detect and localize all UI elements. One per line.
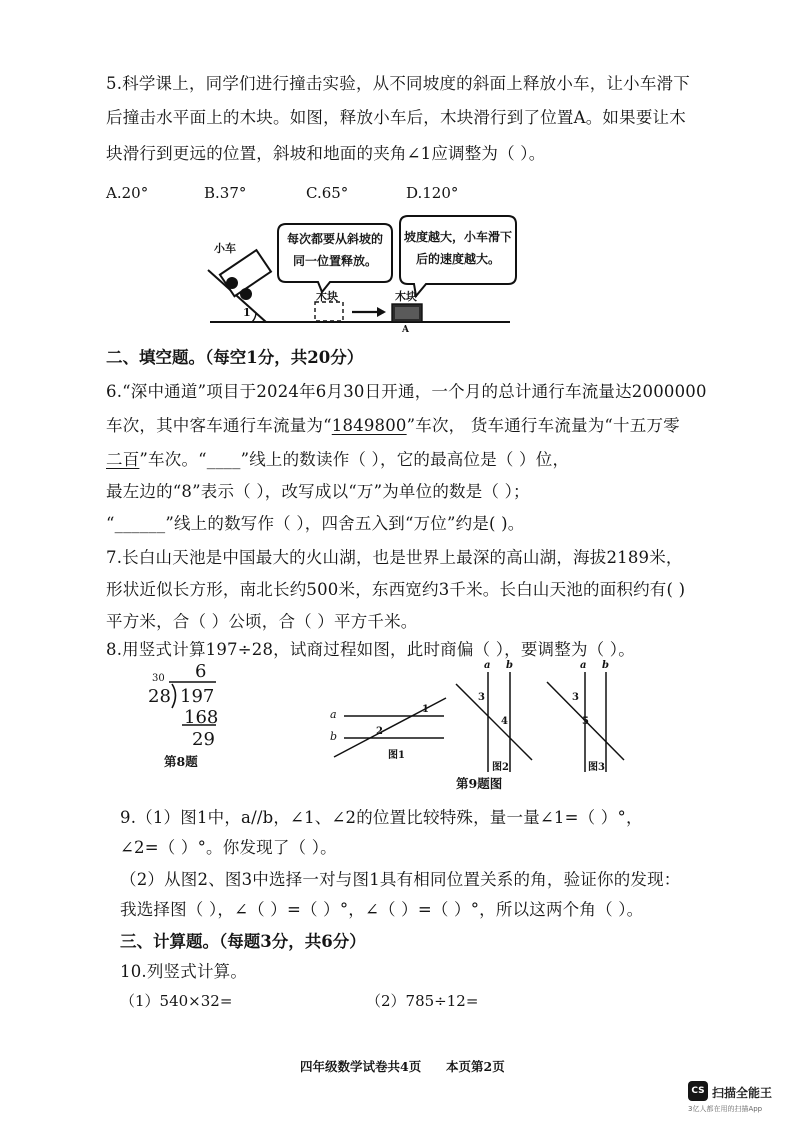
camscanner-logo-icon: CS [688, 1081, 708, 1101]
q6-line-5: “______”线上的数写作（ ），四舍五入到“万位”约是( )。 [106, 514, 525, 533]
q6-line-2-end: ”车次， 货车通行车流量为“十五万零 [406, 416, 680, 435]
q6-line-2-start: 车次，其中客车通行车流量为“ [106, 416, 332, 435]
block-label-end: 木块 [395, 290, 417, 303]
fig2-transversal [456, 684, 532, 760]
block-label-start: 木块 [316, 290, 338, 303]
division-quotient: 6 [195, 661, 207, 682]
q9-line-2: ∠2=（ ）°。你发现了（ ）。 [120, 838, 337, 857]
position-a-label: A [402, 325, 409, 335]
q9-line-4: 我选择图（ ），∠（ ）=（ ）°，∠（ ）=（ ）°，所以这两个角（ ）。 [120, 900, 644, 919]
q8-figure-caption: 第8题 [164, 754, 198, 769]
q9-line-1: 9.（1）图1中，a//b，∠1、∠2的位置比较特殊，量一量∠1=（ ）°， [120, 808, 643, 827]
q6-line-3-end: ”车次。“____”线上的数读作（ ），它的最高位是（ ）位， [139, 450, 570, 469]
q7-line-2: 形状近似长方形，南北长约500米，东西宽约3千米。长白山天池的面积约有( ) [106, 580, 686, 599]
division-product: 168 [184, 707, 219, 728]
fig1-angle-1: 1 [422, 704, 429, 715]
page-footer-current: 本页第2页 [446, 1059, 505, 1074]
fig2-angle-3: 3 [478, 692, 485, 703]
fig3-caption: 图3 [588, 762, 605, 773]
bubble-1-text: 每次都要从斜坡的同一位置释放。 [286, 232, 383, 268]
q5-option-d: D.120° [406, 184, 459, 202]
watermark-name: 扫描全能王 [712, 1086, 773, 1100]
q10-item-1: （1）540×32= [120, 992, 233, 1010]
q7-line-3: 平方米，合（ ）公顷，合（ ）平方千米。 [106, 612, 418, 631]
q9-figure-caption: 第9题图 [456, 776, 503, 791]
watermark-tagline: 3亿人都在用的扫描App [688, 1105, 763, 1113]
fig2-angle-4: 4 [501, 716, 508, 727]
section-2-heading: 二、填空题。（每空1分，共20分） [106, 348, 364, 367]
bubble-2-text: 坡度越大，小车滑下后的速度越大。 [404, 230, 513, 266]
q6-underlined-words: 二百 [106, 450, 140, 469]
division-dividend: 197 [180, 686, 215, 707]
fig3-label-b: b [602, 660, 609, 671]
fig3-label-a: a [580, 660, 587, 671]
q5-option-b: B.37° [204, 184, 247, 202]
q7-line-1: 7.长白山天池是中国最大的火山湖，也是世界上最深的高山湖，海拔2189米， [106, 548, 683, 567]
fig2-caption: 图2 [492, 762, 509, 773]
q5-option-c: C.65° [306, 184, 349, 202]
fig1-label-b: b [330, 730, 338, 743]
q8-line-1: 8.用竖式计算197÷28，试商过程如图，此时商偏（ ），要调整为（ ）。 [106, 640, 635, 659]
q5-line-2: 后撞击水平面上的木块。如图，释放小车后，木块滑行到了位置A。如果要让木 [106, 108, 686, 127]
q9-line-3: （2）从图2、图3中选择一对与图1具有相同位置关系的角，验证你的发现： [120, 870, 681, 889]
q10-title: 10.列竖式计算。 [120, 962, 248, 981]
q10-item-2: （2）785÷12= [366, 992, 479, 1010]
division-remainder: 29 [192, 729, 215, 750]
section-3-heading: 三、计算题。（每题3分，共6分） [120, 932, 366, 951]
division-divisor: 28 [148, 686, 171, 707]
q6-line-1: 6.“深中通道”项目于2024年6月30日开通，一个月的总计通行车流量达2000000 [106, 382, 707, 401]
division-trial-quotient: 30 [152, 673, 165, 684]
q5-option-a: A.20° [106, 184, 149, 202]
page-footer-total: 四年级数学试卷共4页 [300, 1059, 422, 1074]
fig2-label-a: a [484, 660, 491, 671]
q5-line-1: 5.科学课上，同学们进行撞击实验，从不同坡度的斜面上释放小车，让小车滑下 [106, 74, 690, 93]
q5-line-3: 块滑行到更远的位置，斜坡和地面的夹角∠1应调整为（ ）。 [106, 144, 546, 163]
angle-1-label: 1 [243, 306, 251, 319]
fig3-angle-3: 3 [572, 692, 579, 703]
car-label: 小车 [214, 242, 236, 255]
fig1-label-a: a [330, 708, 337, 721]
fig3-angle-5: 5 [582, 716, 589, 727]
fig1-caption: 图1 [388, 750, 405, 761]
q6-underlined-number: 1849800 [331, 416, 407, 435]
fig1-angle-2: 2 [376, 726, 383, 737]
fig2-label-b: b [506, 660, 513, 671]
q6-line-4: 最左边的“8”表示（ ），改写成以“万”为单位的数是（ ）； [106, 482, 530, 501]
